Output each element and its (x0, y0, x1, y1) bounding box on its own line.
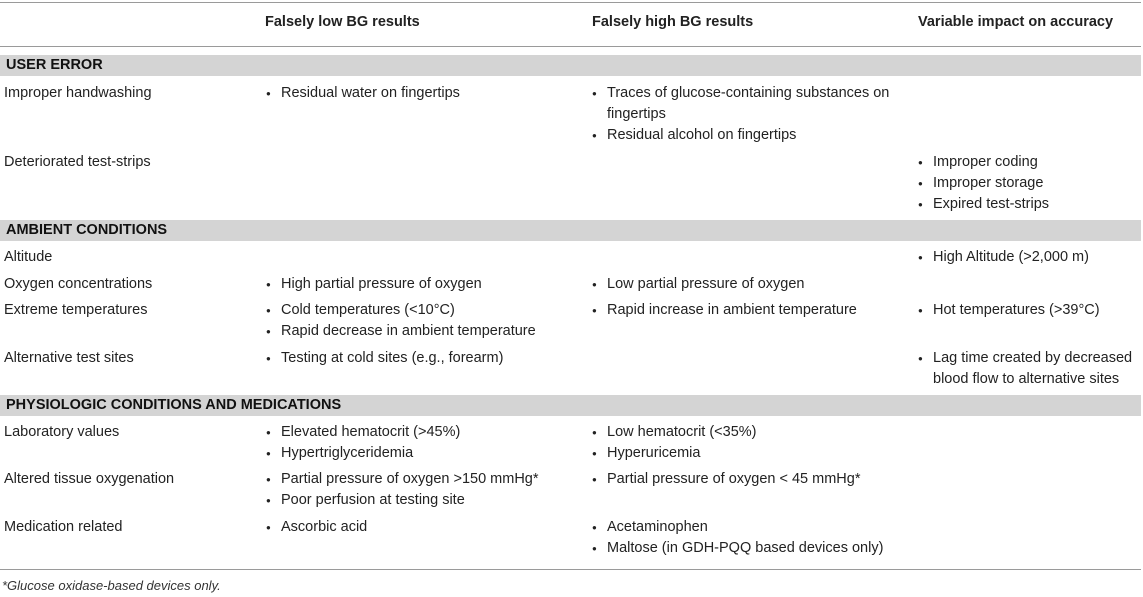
list-item: ● Hot temperatures (>39°C) (917, 300, 1143, 321)
list-item: ● Ascorbic acid (265, 517, 581, 538)
row-label: Improper handwashing (4, 85, 152, 101)
list-item: ● Acetaminophen (591, 517, 922, 538)
header-falsely-high: Falsely high BG results (592, 14, 754, 30)
list-item: ● Partial pressure of oxygen < 45 mmHg* (591, 469, 922, 490)
list-item: ● Cold temperatures (<10°C) (265, 300, 581, 321)
row-label: Medication related (4, 519, 123, 535)
row-label: Deteriorated test-strips (4, 154, 151, 170)
list-item: ● Improper coding (917, 152, 1143, 173)
list-item: ● High partial pressure of oxygen (265, 274, 581, 295)
row-label: Laboratory values (4, 424, 120, 440)
list-item: ● Expired test-strips (917, 194, 1143, 215)
list-item: ● High Altitude (>2,000 m) (917, 247, 1143, 268)
top-rule (0, 2, 1141, 3)
section-physiologic-conditions: PHYSIOLOGIC CONDITIONS AND MEDICATIONS (0, 395, 1141, 416)
row-label: Extreme temperatures (4, 302, 148, 318)
section-ambient-conditions: AMBIENT CONDITIONS (0, 220, 1141, 241)
list-item: ● Maltose (in GDH-PQQ based devices only) (591, 538, 922, 559)
header-falsely-low: Falsely low BG results (265, 14, 420, 30)
list-item: ● Hypertriglyceridemia (265, 443, 581, 464)
bottom-rule (0, 569, 1141, 570)
list-item: ● Rapid increase in ambient temperature (591, 300, 922, 321)
row-label: Altitude (4, 249, 53, 265)
row-label: Oxygen concentrations (4, 276, 153, 292)
list-item: ● Elevated hematocrit (>45%) (265, 422, 581, 443)
list-item: ● Residual alcohol on fingertips (591, 125, 922, 146)
list-item: ● Traces of glucose-containing substances on fingertips (591, 83, 922, 125)
list-item: ● Rapid decrease in ambient temperature (265, 321, 581, 342)
list-item: ● Low partial pressure of oxygen (591, 274, 922, 295)
header-rule (0, 46, 1141, 47)
list-item: ● Low hematocrit (<35%) (591, 422, 922, 443)
footnote: *Glucose oxidase-based devices only. (2, 578, 221, 593)
row-label: Alternative test sites (4, 350, 134, 366)
section-user-error: USER ERROR (0, 55, 1141, 76)
list-item: ● Lag time created by decreased blood flow to alternative sites (917, 348, 1143, 390)
row-label: Altered tissue oxygenation (4, 471, 175, 487)
list-item: ● Testing at cold sites (e.g., forearm) (265, 348, 581, 369)
list-item: ● Hyperuricemia (591, 443, 922, 464)
list-item: ● Residual water on fingertips (265, 83, 581, 104)
list-item: ● Improper storage (917, 173, 1143, 194)
list-item: ● Poor perfusion at testing site (265, 490, 591, 511)
list-item: ● Partial pressure of oxygen >150 mmHg* (265, 469, 591, 490)
header-variable-impact: Variable impact on accuracy (918, 14, 1114, 30)
